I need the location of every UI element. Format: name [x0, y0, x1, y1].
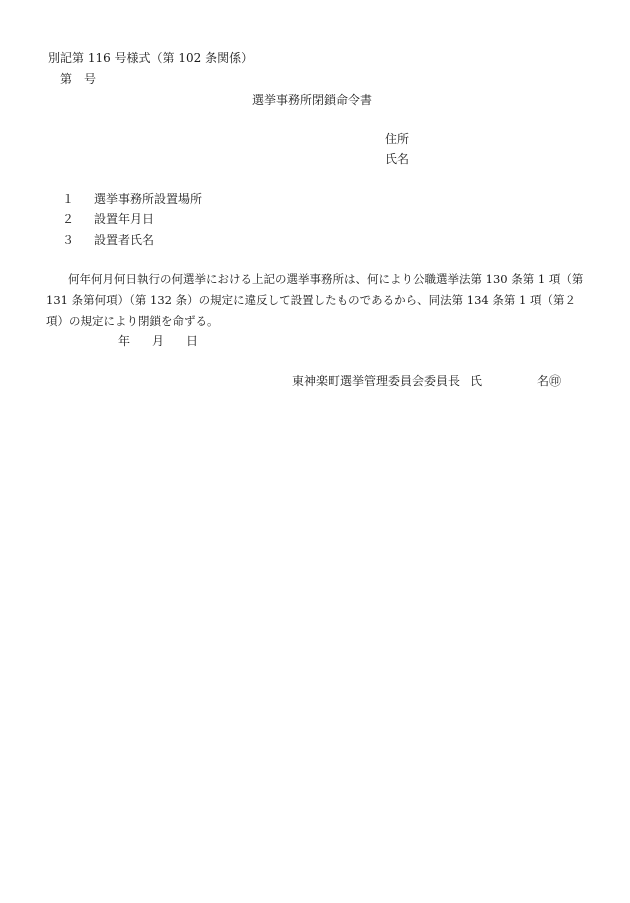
signature-name-seal: 名㊞: [537, 374, 562, 388]
document-number-suffix: 号: [84, 72, 97, 86]
signature-authority: 東神楽町選挙管理委員会委員長: [292, 374, 461, 388]
form-label: 別記第 116 号様式（第 102 条関係）: [48, 51, 254, 65]
list-item-number: ３: [62, 233, 75, 247]
date-month: 月: [152, 334, 165, 348]
list-item-label: 設置年月日: [94, 212, 155, 226]
list-item-label: 選挙事務所設置場所: [94, 192, 203, 206]
body-line: 何年何月何日執行の何選挙における上記の選挙事務所は、何により公職選挙法第 130 条第 1 項（第: [68, 272, 584, 286]
body-line: 項）の規定により閉鎖を命ずる。: [46, 314, 219, 328]
list-item-number: ２: [62, 212, 75, 226]
date-year: 年: [118, 334, 131, 348]
list-item-number: １: [62, 192, 75, 206]
recipient-address-label: 住所: [385, 132, 410, 146]
date-day: 日: [186, 334, 199, 348]
recipient-name-label: 氏名: [385, 152, 410, 166]
list-item-label: 設置者氏名: [94, 233, 155, 247]
body-line: 131 条第何項）（第 132 条）の規定に違反して設置したものであるから、同法第 134 条第 1 項（第２: [46, 293, 577, 307]
document-number-prefix: 第: [60, 72, 73, 86]
document-title: 選挙事務所閉鎖命令書: [252, 93, 373, 107]
signature-name-first: 氏: [470, 374, 483, 388]
